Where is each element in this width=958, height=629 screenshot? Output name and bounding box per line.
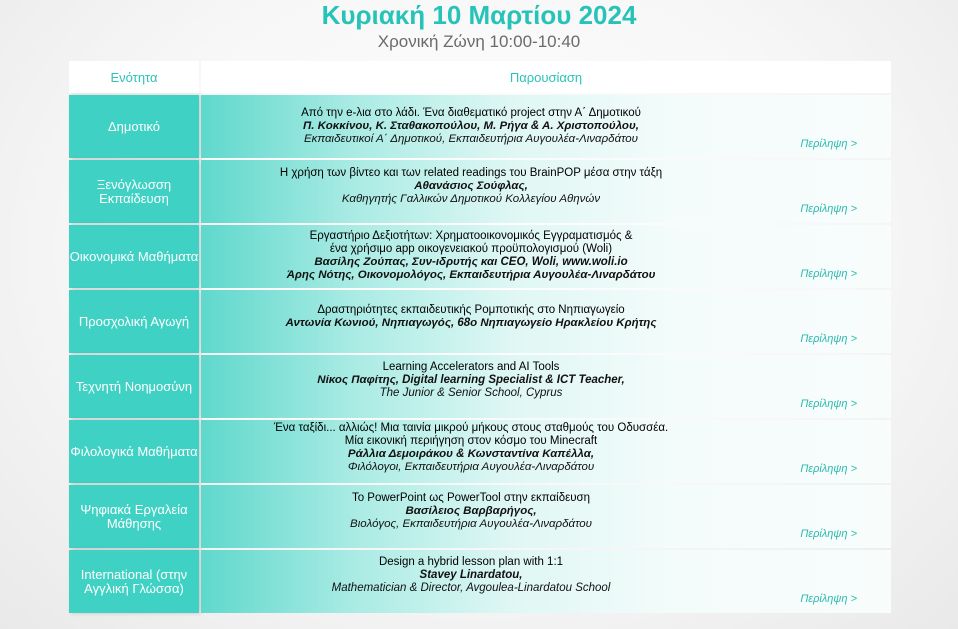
- summary-link[interactable]: Περίληψη >: [800, 203, 857, 215]
- presentation-title-cont: Μία εικονική περιήγηση στον κόσμο του Minecraft: [344, 435, 598, 447]
- presentation-title: Εργαστήριο Δεξιοτήτων: Χρηματοοικονομικός Εγγραματισμός &: [309, 230, 633, 242]
- table-row: [69, 95, 891, 158]
- table-row: [69, 355, 891, 418]
- presentation-authors: Ράλλια Δεμοιράκου & Κωνσταντίνα Καπέλλα,: [347, 448, 595, 460]
- presentation-authors: Νίκος Παφίτης, Digital learning Specialist & ICT Teacher,: [317, 374, 625, 386]
- presentation-affiliation: Βιολόγος, Εκπαιδευτήρια Αυγουλέα-Λιναρδάτου: [350, 518, 592, 530]
- page-title: Κυριακή 10 Μαρτίου 2024: [321, 0, 637, 30]
- summary-link[interactable]: Περίληψη >: [800, 593, 857, 605]
- table-row: [69, 420, 891, 483]
- category-cell: Οικονομικά Μαθήματα: [69, 225, 199, 288]
- presentation-title: Από την e-λια στο λάδι. Ένα διαθεματικό project στην Α΄ Δημοτικού: [301, 107, 641, 119]
- presentation-cell: [201, 95, 891, 158]
- column-header-presentation: Παρουσίαση: [201, 61, 891, 93]
- table-row: [69, 160, 891, 223]
- presentation-authors: Αθανάσιος Σούφλας,: [414, 180, 528, 192]
- table-header: [69, 61, 891, 93]
- presentation-affiliation: Καθηγητής Γαλλικών Δημοτικού Κολλεγίου Αθηνών: [341, 193, 601, 205]
- column-header-category: Ενότητα: [69, 61, 199, 93]
- presentation-authors: Αντωνία Κωνιού, Νηπιαγωγός, 68ο Νηπιαγωγείο Ηρακλείου Κρήτης: [285, 317, 657, 329]
- time-slot-subtitle: Χρονική Ζώνη 10:00-10:40: [377, 32, 581, 51]
- presentation-authors: Βασίλης Ζούπας, Συν-ιδρυτής και CEO, Woli, www.woli.io: [314, 256, 628, 268]
- presentation-title-cont: ένα χρήσιμο app οικογενειακού προϋπολογισμού (Woli): [329, 243, 613, 255]
- table-row: [69, 485, 891, 548]
- presentation-title: Δραστηριότητες εκπαιδευτικής Ρομποτικής στο Νηπιαγωγείο: [317, 304, 625, 316]
- presentation-cell: [201, 485, 891, 548]
- summary-link[interactable]: Περίληψη >: [800, 463, 857, 475]
- category-cell: Φιλολογικά Μαθήματα: [69, 420, 199, 483]
- presentation-affiliation: Εκπαιδευτικοί Α΄ Δημοτικού, Εκπαιδευτήρια Αυγουλέα-Λιναρδάτου: [304, 133, 638, 145]
- presentation-title: Η χρήση των βίντεο και των related readings του BrainPOP μέσα στην τάξη: [279, 167, 663, 179]
- presentation-authors: Βασίλειος Βαρβαρήγος,: [405, 505, 537, 517]
- category-cell: Ξενόγλωσση Εκπαίδευση: [69, 160, 199, 223]
- presentation-title: Learning Accelerators and AI Tools: [382, 361, 560, 373]
- presentation-authors: Π. Κοκκίνου, Κ. Σταθακοπούλου, Μ. Ρήγα & Α. Χριστοπούλου,: [303, 120, 639, 132]
- presentation-cell: [201, 160, 891, 223]
- table-row: [69, 550, 891, 613]
- presentation-affiliation: The Junior & Senior School, Cyprus: [379, 387, 563, 399]
- summary-link[interactable]: Περίληψη >: [800, 528, 857, 540]
- category-cell: Προσχολική Αγωγή: [69, 290, 199, 353]
- summary-link[interactable]: Περίληψη >: [800, 268, 857, 280]
- category-cell: Ψηφιακά Εργαλεία Μάθησης: [69, 485, 199, 548]
- schedule-table: [69, 61, 891, 612]
- presentation-title: Το PowerPoint ως PowerTool στην εκπαίδευση: [351, 492, 591, 504]
- table-row: [69, 290, 891, 353]
- presentation-title: Ένα ταξίδι... αλλιώς! Μια ταινία μικρού μήκους στους σταθμούς του Οδυσσέα.: [273, 422, 669, 434]
- presentation-cell: [201, 550, 891, 613]
- presentation-cell: [201, 420, 891, 483]
- summary-link[interactable]: Περίληψη >: [800, 138, 857, 150]
- presentation-title: Design a hybrid lesson plan with 1:1: [378, 556, 564, 568]
- presentation-cell: [201, 225, 891, 288]
- summary-link[interactable]: Περίληψη >: [800, 333, 857, 345]
- presentation-authors-2: Άρης Νότης, Οικονομολόγος, Εκπαιδευτήρια Αυγουλέα-Λιναρδάτου: [286, 269, 656, 281]
- presentation-cell: [201, 290, 891, 353]
- presentation-cell: [201, 355, 891, 418]
- category-cell: International (στην Αγγλική Γλώσσα): [69, 550, 199, 613]
- category-cell: Τεχνητή Νοημοσύνη: [69, 355, 199, 418]
- presentation-affiliation: Mathematician & Director, Avgoulea-Linardatou School: [331, 582, 611, 594]
- summary-link[interactable]: Περίληψη >: [800, 398, 857, 410]
- presentation-authors: Stavey Linardatou,: [419, 569, 523, 581]
- table-row: [69, 225, 891, 288]
- presentation-affiliation: Φιλόλογοι, Εκπαιδευτήρια Αυγουλέα-Λιναρδάτου: [347, 461, 595, 473]
- category-cell: Δημοτικό: [69, 95, 199, 158]
